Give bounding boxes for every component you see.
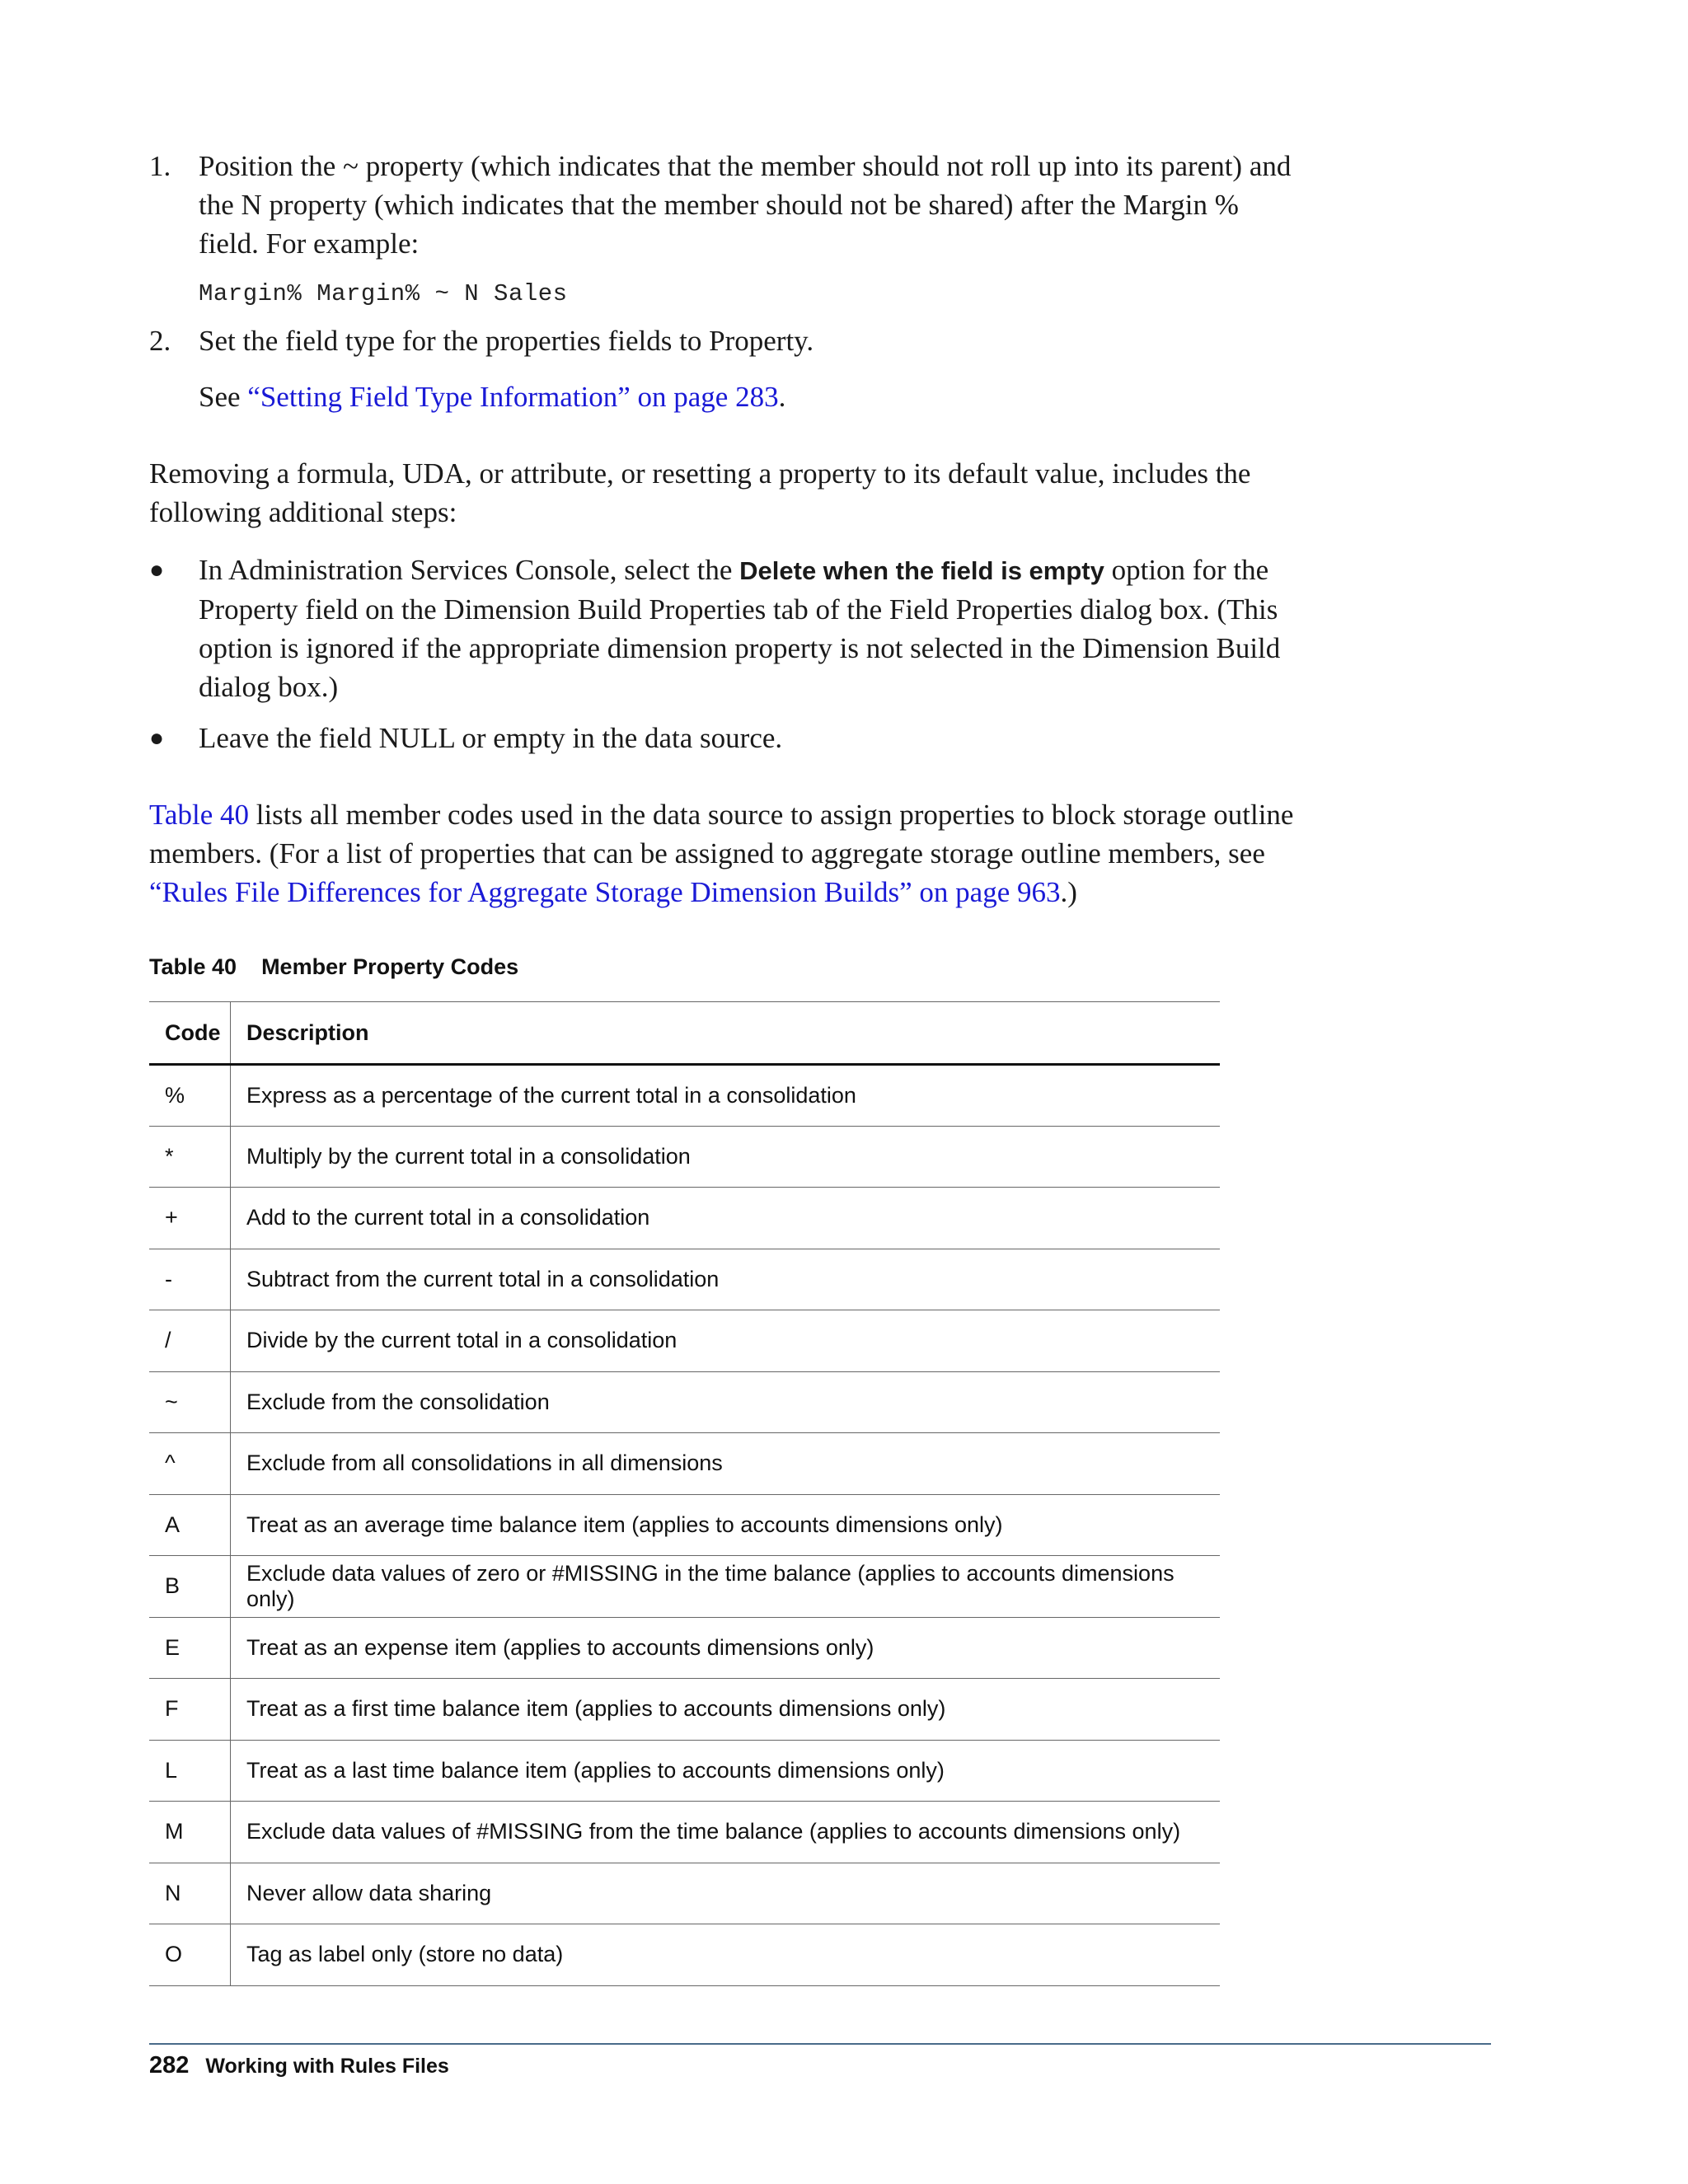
setting-field-type-link[interactable]: “Setting Field Type Information” on page 283 xyxy=(247,381,779,413)
description-cell: Treat as a last time balance item (applies to accounts dimensions only) xyxy=(246,1757,945,1783)
description-cell: Subtract from the current total in a consolidation xyxy=(246,1266,720,1291)
description-cell: Exclude from all consolidations in all dimensions xyxy=(246,1451,723,1476)
code-cell: F xyxy=(149,1679,231,1741)
table-row xyxy=(149,1494,1220,1556)
table-caption xyxy=(149,954,518,980)
code-cell: - xyxy=(149,1249,231,1310)
code-cell: A xyxy=(149,1494,231,1556)
table-40-link[interactable]: Table 40 xyxy=(149,799,249,831)
step-1 xyxy=(149,147,1303,263)
description-cell: Exclude data values of zero or #MISSING in the time balance (applies to accounts dimensions only) xyxy=(246,1560,1175,1611)
table-label: Table 40 xyxy=(149,954,237,979)
table-row xyxy=(149,1924,1220,1986)
table-row xyxy=(149,1679,1220,1741)
chapter-title: Working with Rules Files xyxy=(205,2055,449,2078)
code-cell: ~ xyxy=(149,1371,231,1433)
code-cell: % xyxy=(149,1065,231,1127)
description-cell: Multiply by the current total in a consolidation xyxy=(246,1143,691,1169)
column-header-description: Description xyxy=(231,1002,1221,1065)
table-row xyxy=(149,1740,1220,1802)
page-footer xyxy=(149,2052,449,2079)
see-prefix: See xyxy=(199,381,248,413)
code-cell: / xyxy=(149,1310,231,1372)
table-row xyxy=(149,1863,1220,1924)
table-title: Member Property Codes xyxy=(261,954,519,979)
bullet-item xyxy=(149,551,1320,706)
bullet-icon: ● xyxy=(149,724,165,752)
see-reference xyxy=(149,377,1303,416)
code-cell: + xyxy=(149,1188,231,1249)
intro-text: lists all member codes used in the data source to assign properties to block storage outline members. (For a list of properties that can be assigned to aggregate storage outline members, see xyxy=(149,799,1294,869)
code-cell: L xyxy=(149,1740,231,1802)
table-row xyxy=(149,1433,1220,1495)
table-row xyxy=(149,1802,1220,1863)
table-row xyxy=(149,1371,1220,1433)
description-cell: Add to the current total in a consolidation xyxy=(246,1205,650,1230)
code-cell: N xyxy=(149,1863,231,1924)
description-cell: Treat as an expense item (applies to accounts dimensions only) xyxy=(246,1634,874,1660)
bullet-text: In Administration Services Console, select the xyxy=(199,554,740,586)
code-cell: O xyxy=(149,1924,231,1986)
table-body xyxy=(149,1065,1220,1986)
description-cell: Treat as a first time balance item (applies to accounts dimensions only) xyxy=(246,1696,946,1722)
paragraph-removing: Removing a formula, UDA, or attribute, or resetting a property to its default value, includes the following additional steps: xyxy=(149,457,1251,528)
code-cell: B xyxy=(149,1556,231,1618)
bullet-item xyxy=(149,719,1320,757)
member-property-codes-table xyxy=(149,1001,1220,1986)
description-cell: Treat as an average time balance item (applies to accounts dimensions only) xyxy=(246,1511,1003,1537)
page-number: 282 xyxy=(149,2052,190,2079)
table-row xyxy=(149,1617,1220,1679)
step-text: Position the ~ property (which indicates that the member should not roll up into its parent) and the N property (which indicates that the member should not be shared) after the Margin % field. For example: xyxy=(199,150,1292,260)
code-cell: M xyxy=(149,1802,231,1863)
code-cell: * xyxy=(149,1126,231,1188)
step-number: 1. xyxy=(149,150,171,182)
code-cell: ^ xyxy=(149,1433,231,1495)
rules-file-differences-link[interactable]: “Rules File Differences for Aggregate Storage Dimension Builds” on page 963 xyxy=(149,876,1061,908)
description-cell: Tag as label only (store no data) xyxy=(246,1942,564,1967)
bullet-text: option for the Property field on the Dimension Build Properties tab of the Field Properties dialog box. (This option is ignored if the appropriate dimension property is not selected in the Dimension Build dialog box.) xyxy=(199,554,1281,703)
description-cell: Divide by the current total in a consolidation xyxy=(246,1328,678,1353)
table-row xyxy=(149,1556,1220,1618)
intro-text-end: .) xyxy=(1060,876,1077,908)
option-name: Delete when the field is empty xyxy=(739,556,1104,585)
table-row xyxy=(149,1188,1220,1249)
description-cell: Express as a percentage of the current total in a consolidation xyxy=(246,1082,856,1108)
paragraph-table-intro xyxy=(149,795,1320,912)
code-cell: E xyxy=(149,1617,231,1679)
step-text: Set the field type for the properties fields to Property. xyxy=(199,325,814,357)
bullet-text: Leave the field NULL or empty in the data source. xyxy=(199,722,783,754)
table-header-row xyxy=(149,1002,1220,1065)
column-header-code: Code xyxy=(149,1002,231,1065)
table-row xyxy=(149,1310,1220,1372)
see-suffix: . xyxy=(778,381,786,413)
description-cell: Never allow data sharing xyxy=(246,1880,492,1905)
table-row xyxy=(149,1065,1220,1127)
footer-divider xyxy=(149,2043,1491,2045)
bullet-icon: ● xyxy=(149,556,165,583)
table-row xyxy=(149,1126,1220,1188)
step-number: 2. xyxy=(149,325,171,357)
step-2 xyxy=(149,321,1303,360)
code-example: Margin% Margin% ~ N Sales xyxy=(199,280,568,307)
description-cell: Exclude from the consolidation xyxy=(246,1389,550,1414)
description-cell: Exclude data values of #MISSING from the time balance (applies to accounts dimensions only) xyxy=(246,1819,1181,1844)
table-row xyxy=(149,1249,1220,1310)
